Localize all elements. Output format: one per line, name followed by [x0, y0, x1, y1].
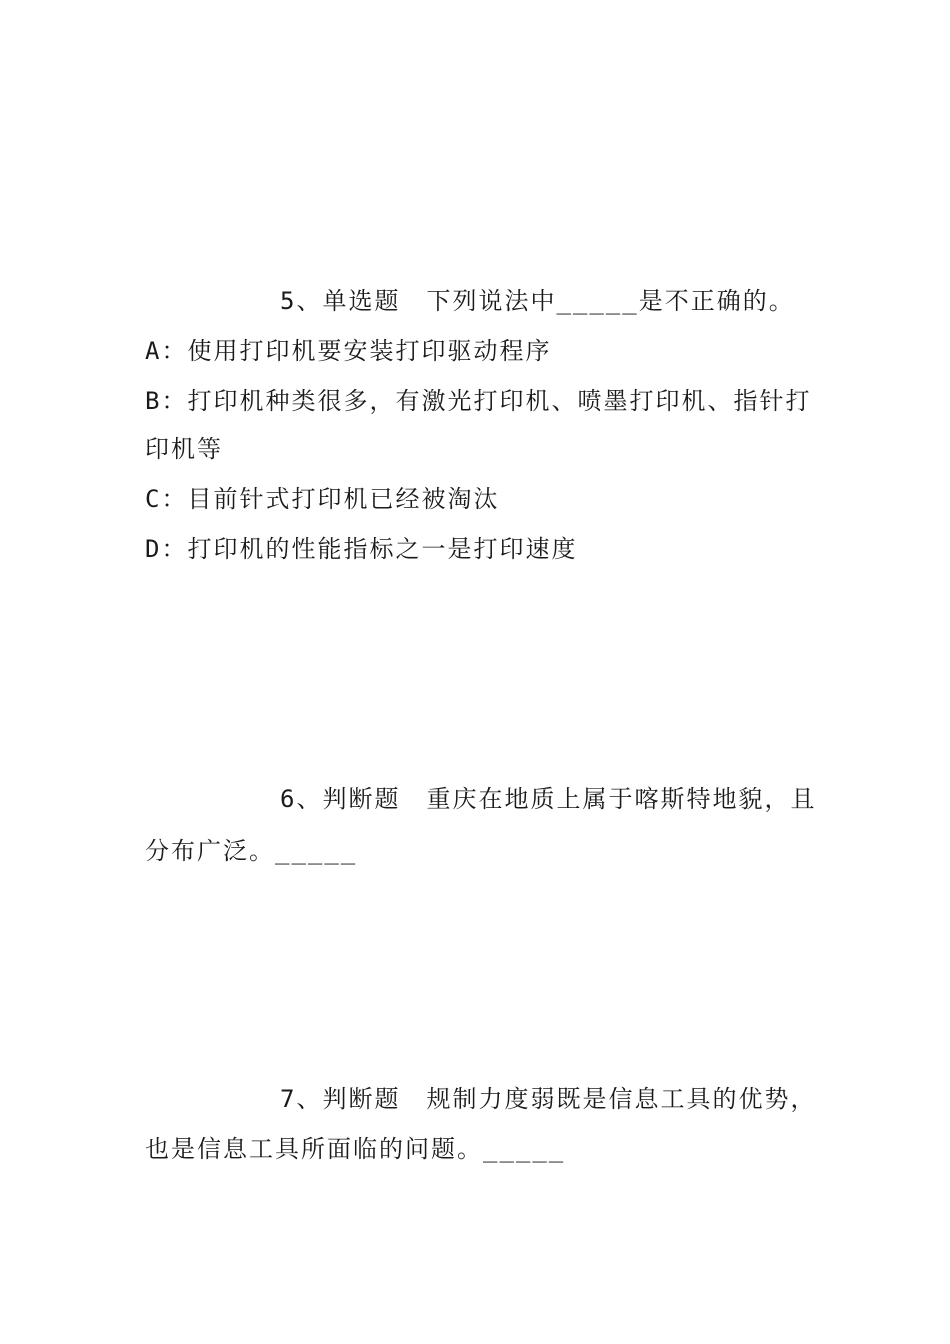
question-7-stem-continued: 也是信息工具所面临的问题。_____ — [145, 1135, 566, 1163]
question-6-stem-continued: 分布广泛。_____ — [145, 837, 358, 865]
question-7-stem: 7、判断题 规制力度弱既是信息工具的优势， — [280, 1085, 817, 1113]
question-6-stem: 6、判断题 重庆在地质上属于喀斯特地貌，且 — [280, 785, 817, 813]
option-c: C：目前针式打印机已经被淘汰 — [145, 485, 500, 513]
option-d: D：打印机的性能指标之一是打印速度 — [145, 535, 578, 563]
option-a: A：使用打印机要安装打印驱动程序 — [145, 337, 552, 365]
question-5-stem: 5、单选题 下列说法中_____是不正确的。 — [280, 287, 795, 315]
option-b-continued: 印机等 — [145, 435, 223, 463]
option-b: B：打印机种类很多，有激光打印机、喷墨打印机、指针打 — [145, 387, 812, 415]
